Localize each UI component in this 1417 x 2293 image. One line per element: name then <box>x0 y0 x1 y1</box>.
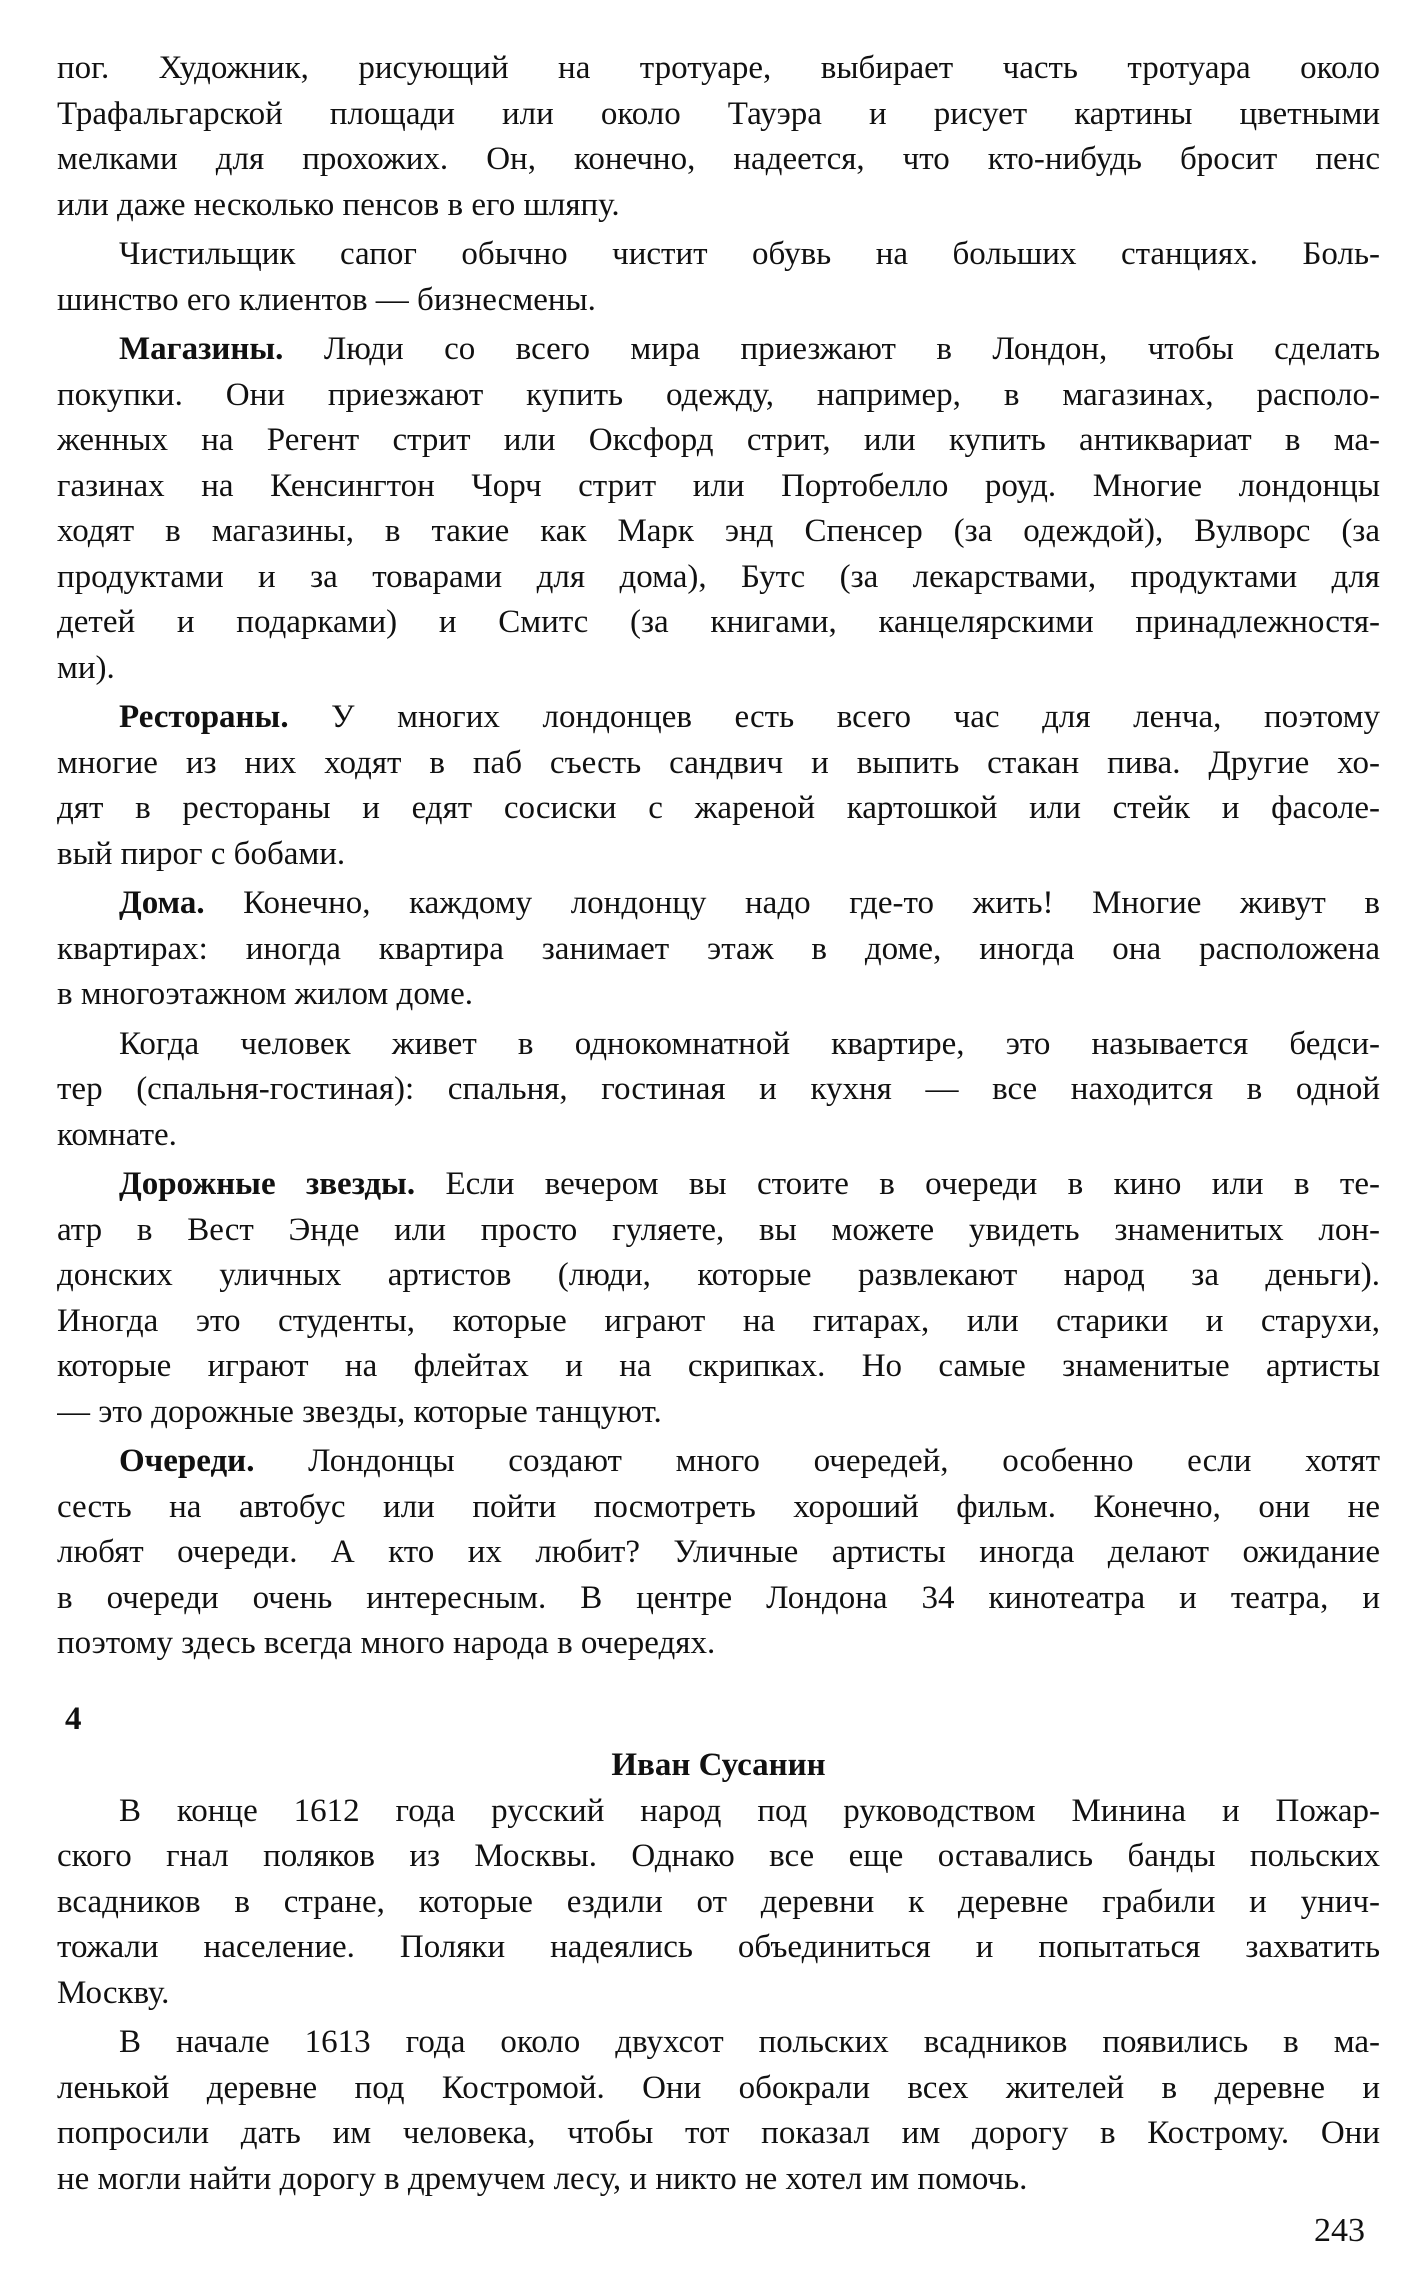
line-text: Чистильщик сапог обычно чистит обувь на больших станциях. Боль- <box>119 236 1380 272</box>
text-line <box>57 1344 1380 1390</box>
text-line <box>57 1485 1380 1531</box>
text-line <box>57 1390 1380 1436</box>
text-line <box>57 2111 1380 2157</box>
text-line <box>57 646 1380 692</box>
line-text: ми). <box>57 649 115 686</box>
line-text: тожали население. Поляки надеялись объединиться и попытаться захватить <box>57 1929 1380 1965</box>
paragraph <box>57 1789 1380 2017</box>
line-text: всадников в стране, которые ездили от деревни к деревне грабили и унич- <box>57 1883 1380 1920</box>
line-text: Иногда это студенты, которые играют на гитарах, или старики и старухи, <box>57 1302 1380 1339</box>
line-text: газинах на Кенсингтон Чорч стрит или Портобелло роуд. Многие лондонцы <box>57 467 1380 504</box>
text-line <box>57 1925 1380 1971</box>
text-line <box>57 1880 1380 1926</box>
line-text: пог. Художник, рисующий на тротуаре, выбирает часть тротуара около <box>57 50 1380 86</box>
line-text: попросили дать им человека, чтобы тот показал им дорогу в Кострому. Они <box>57 2115 1380 2151</box>
line-text: ленькой деревне под Костромой. Они обокрали всех жителей в деревне и <box>57 2069 1380 2106</box>
line-text: поэтому здесь всегда много народа в очередях. <box>57 1625 716 1661</box>
page-number: 243 <box>1314 2212 1365 2249</box>
text-line <box>57 1439 1380 1485</box>
line-text: комнате. <box>57 1116 177 1153</box>
paragraph <box>57 695 1380 877</box>
paragraph-lead: Очереди. <box>119 1443 255 1479</box>
text-line <box>57 327 1380 373</box>
text-line <box>57 786 1380 832</box>
text-line <box>57 373 1380 419</box>
line-text: квартирах: иногда квартира занимает этаж в доме, иногда она расположена <box>57 930 1380 967</box>
text-line <box>57 695 1380 741</box>
text-line <box>57 2066 1380 2112</box>
text-line <box>57 1789 1380 1835</box>
text-line <box>57 1834 1380 1880</box>
line-text: продуктами и за товарами для дома), Бутс (за лекарствами, продуктами для <box>57 558 1380 595</box>
paragraph <box>57 46 1380 228</box>
text-line <box>57 600 1380 646</box>
line-text: Москву. <box>57 1974 170 2011</box>
line-text: У многих лондонцев есть всего час для ленча, поэтому <box>288 699 1380 735</box>
text-line <box>57 1621 1380 1667</box>
text-line <box>57 1576 1380 1622</box>
line-text: в многоэтажном жилом доме. <box>57 976 473 1012</box>
text-line <box>57 1299 1380 1345</box>
line-text: Если вечером вы стоите в очереди в кино или в те- <box>415 1166 1380 1202</box>
paragraph <box>57 232 1380 323</box>
text-line <box>57 2020 1380 2066</box>
line-text: — это дорожные звезды, которые танцуют. <box>57 1393 662 1430</box>
text-line <box>57 741 1380 787</box>
text-line <box>57 1253 1380 1299</box>
paragraph-lead: Дома. <box>119 885 205 921</box>
text-line <box>57 46 1380 92</box>
section-number: 4 <box>65 1700 82 1737</box>
paragraph-lead: Рестораны. <box>119 699 289 735</box>
line-text: ского гнал поляков из Москвы. Однако все еще оставались банды польских <box>57 1838 1380 1874</box>
text-line <box>57 1022 1380 1068</box>
text-line <box>57 927 1380 973</box>
line-text: Трафальгарской площади или около Тауэра и рисует картины цветными <box>57 95 1380 132</box>
line-text: Когда человек живет в однокомнатной квартире, это называется бедси- <box>119 1025 1380 1062</box>
paragraph <box>57 881 1380 1018</box>
section-title: Иван Сусанин <box>611 1746 826 1783</box>
line-text: многие из них ходят в паб съесть сандвич и выпить стакан пива. Другие хо- <box>57 744 1380 781</box>
line-text: шинство его клиентов — бизнесмены. <box>57 281 596 318</box>
paragraph <box>57 1162 1380 1435</box>
text-line <box>57 881 1380 927</box>
line-text: Люди со всего мира приезжают в Лондон, чтобы сделать <box>283 331 1380 367</box>
text-line <box>57 555 1380 601</box>
paragraph-lead: Магазины. <box>119 331 284 367</box>
paragraph <box>57 327 1380 691</box>
line-text: атр в Вест Энде или просто гуляете, вы можете увидеть знаменитых лон- <box>57 1211 1380 1248</box>
paragraph-lead: Дорожные звезды. <box>119 1166 416 1202</box>
text-line <box>57 183 1380 229</box>
line-text: покупки. Они приезжают купить одежду, например, в магазинах, располо- <box>57 376 1380 413</box>
line-text: донских уличных артистов (люди, которые развлекают народ за деньги). <box>57 1257 1380 1293</box>
text-line <box>57 1067 1380 1113</box>
line-text: Конечно, каждому лондонцу надо где-то жить! Многие живут в <box>204 885 1380 921</box>
text-line <box>57 832 1380 878</box>
line-text: ходят в магазины, в такие как Марк энд Спенсер (за одеждой), Вулворс (за <box>57 513 1380 549</box>
line-text: или даже несколько пенсов в его шляпу. <box>57 186 620 223</box>
line-text: вый пирог с бобами. <box>57 835 346 872</box>
text-line <box>57 464 1380 510</box>
paragraph <box>57 2020 1380 2202</box>
page-body <box>57 46 1380 2206</box>
text-line <box>57 278 1380 324</box>
line-text: В начале 1613 года около двухсот польских всадников появились в ма- <box>119 2024 1380 2060</box>
text-line <box>57 1971 1380 2017</box>
text-line <box>57 418 1380 464</box>
text-line <box>57 1162 1380 1208</box>
text-line <box>57 137 1380 183</box>
article-london <box>57 46 1380 1667</box>
line-text: не могли найти дорогу в дремучем лесу, и никто не хотел им помочь. <box>57 2160 1028 2197</box>
article-susanin <box>57 1789 1380 2203</box>
line-text: тер (спальня-гостиная): спальня, гостиная и кухня — все находится в одной <box>57 1071 1380 1107</box>
line-text: в очереди очень интересным. В центре Лондона 34 кинотеатра и театра, и <box>57 1579 1380 1616</box>
text-line <box>57 1530 1380 1576</box>
line-text: женных на Регент стрит или Оксфорд стрит, или купить антиквариат в ма- <box>57 422 1380 458</box>
text-line <box>57 2157 1380 2203</box>
text-line <box>57 92 1380 138</box>
text-line <box>57 509 1380 555</box>
text-line <box>57 232 1380 278</box>
text-line <box>57 1208 1380 1254</box>
text-line <box>57 972 1380 1018</box>
text-line <box>57 1113 1380 1159</box>
line-text: детей и подарками) и Смитс (за книгами, канцелярскими принадлежностя- <box>57 604 1380 640</box>
paragraph <box>57 1022 1380 1159</box>
line-text: Лондонцы создают много очередей, особенно если хотят <box>254 1443 1380 1479</box>
line-text: которые играют на флейтах и на скрипках. Но самые знаменитые артисты <box>57 1348 1380 1384</box>
line-text: дят в рестораны и едят сосиски с жареной картошкой или стейк и фасоле- <box>57 790 1380 826</box>
paragraph <box>57 1439 1380 1667</box>
line-text: В конце 1612 года русский народ под руководством Минина и Пожар- <box>119 1792 1380 1829</box>
line-text: мелками для прохожих. Он, конечно, надеется, что кто-нибудь бросит пенс <box>57 141 1380 177</box>
line-text: сесть на автобус или пойти посмотреть хороший фильм. Конечно, они не <box>57 1488 1380 1525</box>
line-text: любят очереди. А кто их любит? Уличные артисты иногда делают ожидание <box>57 1534 1380 1570</box>
